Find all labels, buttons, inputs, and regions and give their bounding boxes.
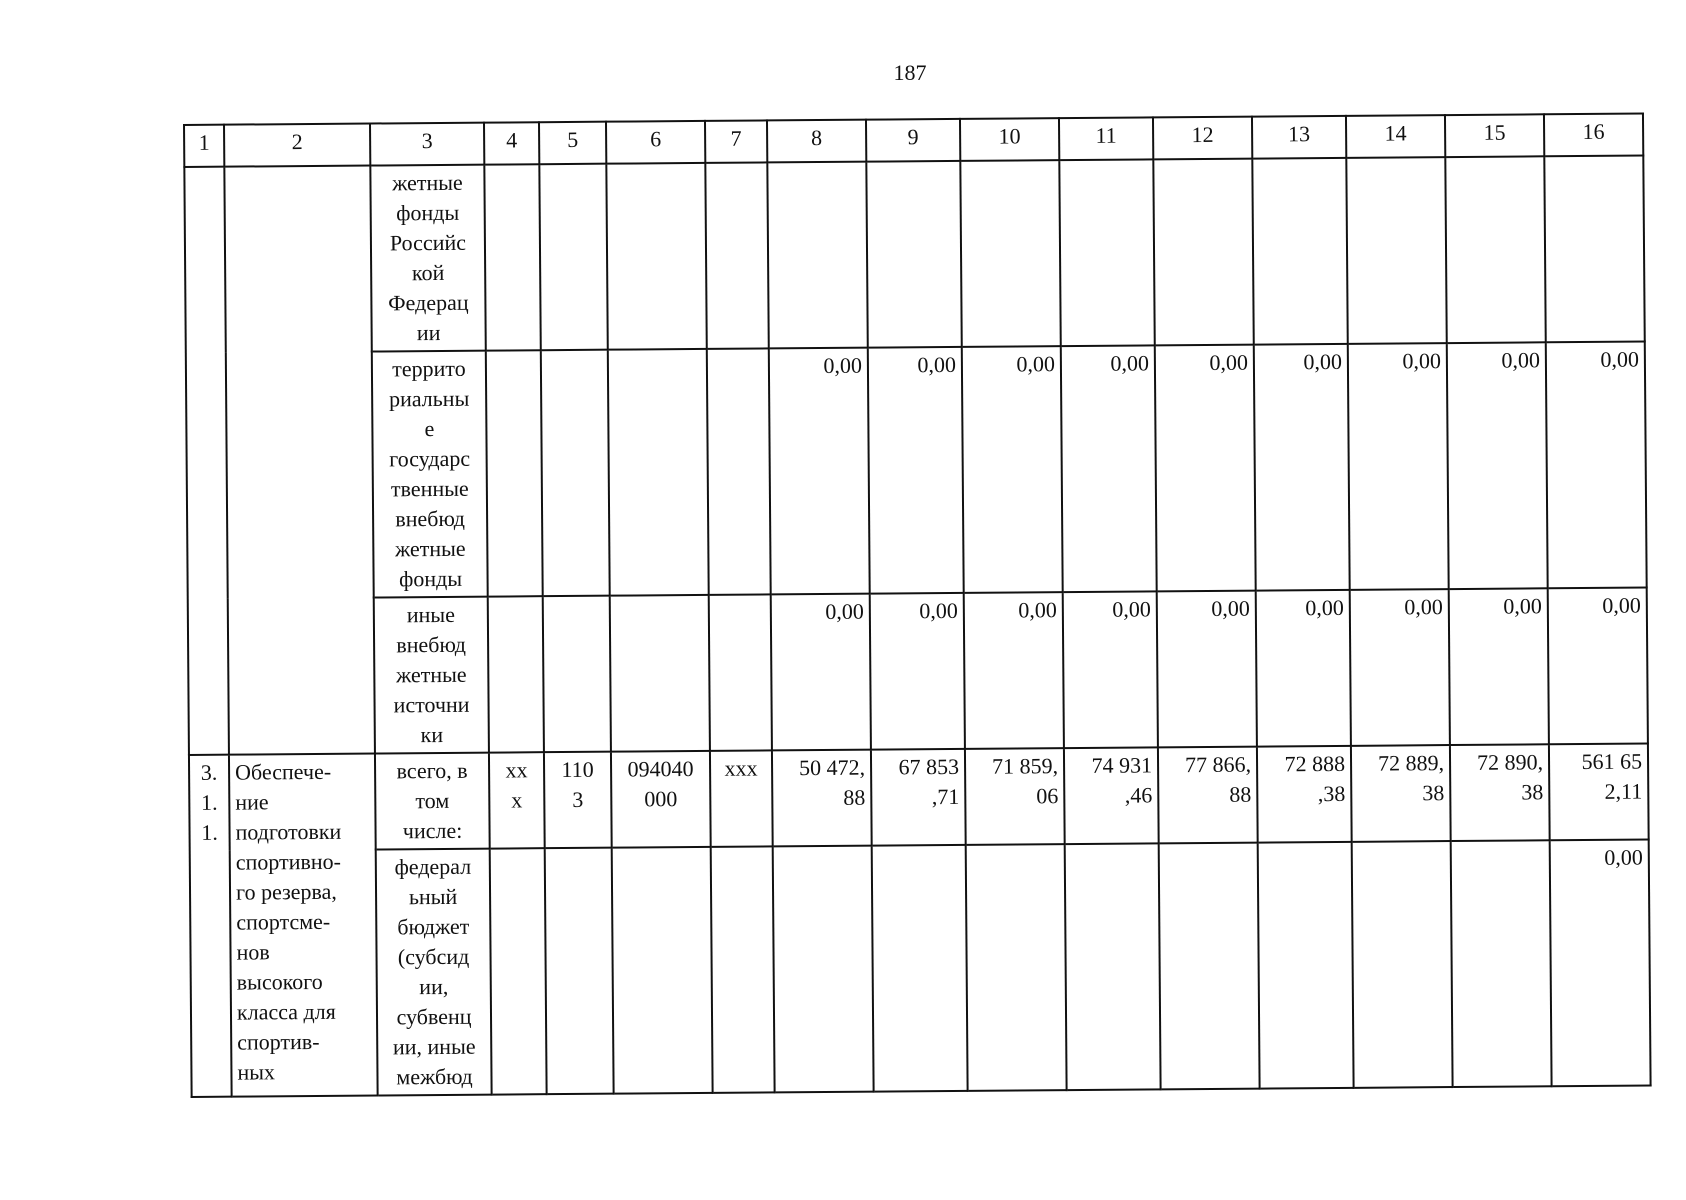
text-line: фонды (398, 565, 463, 592)
cell-empty (1445, 156, 1545, 343)
text-line: 38 (1521, 779, 1544, 805)
cell-empty (866, 161, 961, 348)
text-line: 77 866, (1184, 751, 1252, 778)
value-cell: 0,00 (771, 594, 871, 751)
item-name-cell (229, 754, 378, 1097)
text-line: федерал (394, 853, 472, 880)
column-header-16: 16 (1544, 114, 1643, 157)
text-line: риальны (388, 385, 470, 412)
column-header-11: 11 (1059, 117, 1153, 160)
cell-empty (960, 160, 1060, 347)
cell-empty (488, 596, 544, 752)
funding-source-cell (372, 351, 488, 598)
cell-empty (545, 848, 614, 1095)
cell-empty (711, 846, 775, 1092)
value-cell (965, 748, 1065, 845)
text-line: 1. (201, 819, 218, 845)
text-line: террито (392, 355, 466, 382)
cell-empty (1451, 840, 1552, 1087)
cell-empty (705, 162, 768, 348)
value-cell: 0,00 (1447, 342, 1548, 589)
value-cell (1450, 744, 1550, 841)
value-cell: 0,00 (1157, 591, 1257, 748)
column-header-6: 6 (606, 121, 705, 164)
value-cell: 0,00 (1254, 344, 1350, 591)
value-cell: 0,00 (870, 593, 965, 750)
text-line: х (511, 787, 523, 813)
text-line: 094040 (627, 756, 694, 782)
value-cell: 0,00 (1063, 591, 1158, 748)
text-line: жетные (394, 535, 466, 562)
text-line: ние (235, 789, 269, 815)
text-line: 000 (644, 786, 678, 812)
text-line: ,71 (931, 783, 960, 810)
cell-empty (224, 166, 375, 755)
text-line: твенные (390, 475, 469, 502)
column-header-14: 14 (1346, 115, 1445, 158)
text-line: Обеспече- (234, 758, 332, 785)
value-cell: 0,00 (868, 347, 964, 594)
value-cell: 0,00 (1546, 342, 1647, 589)
text-line: источни (393, 691, 470, 718)
text-line: ии, иные (392, 1033, 476, 1060)
item-number-cell (189, 755, 232, 1097)
cell-empty (543, 596, 611, 753)
value-cell: 0,00 (1348, 343, 1449, 590)
text-line: государс (389, 445, 471, 472)
cell-empty (767, 162, 867, 349)
text-line: 74 931 (1091, 752, 1153, 778)
code-cell (611, 751, 711, 848)
cell-empty (1352, 841, 1453, 1088)
value-cell: 0,00 (1550, 840, 1651, 1087)
text-line: спортсме- (236, 908, 331, 935)
code-cell: ххх (710, 750, 773, 846)
text-line: 67 853 (898, 753, 960, 780)
text-line: ии, (419, 973, 449, 1000)
column-header-2: 2 (224, 124, 370, 167)
code-cell (489, 752, 545, 848)
text-line: 38 (1422, 780, 1445, 806)
funding-source-cell (376, 849, 492, 1096)
text-line: жетные (392, 169, 463, 196)
cell-empty (606, 163, 706, 350)
page-number: 187 (893, 60, 927, 85)
text-line: 3 (572, 786, 584, 812)
cell-empty (541, 350, 610, 597)
text-line: Федерац (388, 289, 469, 316)
cell-empty (539, 164, 607, 351)
code-cell (544, 752, 612, 849)
text-line: 71 859, (991, 753, 1059, 779)
text-line: подготовки (235, 818, 342, 845)
text-line: ии (416, 319, 441, 346)
text-line: 88 (1229, 781, 1252, 807)
value-cell (871, 749, 966, 846)
value-cell (1351, 745, 1451, 842)
text-line: фонды (396, 199, 460, 226)
cell-empty (184, 167, 229, 755)
table-row (190, 840, 1651, 1097)
table-row (184, 156, 1644, 353)
text-line: ,46 (1124, 782, 1153, 808)
text-line: межбюд (396, 1063, 473, 1090)
value-cell: 0,00 (1256, 590, 1351, 747)
text-line: е (424, 416, 435, 442)
cell-empty (1059, 159, 1154, 346)
column-header-12: 12 (1153, 117, 1252, 160)
value-cell: 0,00 (1548, 588, 1648, 745)
text-line: ,38 (1317, 780, 1346, 807)
cell-empty (490, 848, 547, 1094)
column-header-3: 3 (370, 123, 484, 166)
text-line: спортив- (237, 1028, 320, 1055)
text-line: субвенц (396, 1003, 472, 1030)
column-header-7: 7 (705, 120, 767, 162)
text-line: нов (236, 939, 270, 965)
cell-empty (484, 164, 540, 350)
column-header-9: 9 (866, 119, 960, 162)
cell-empty (612, 847, 713, 1094)
text-line: 06 (1036, 783, 1059, 809)
cell-empty (486, 350, 543, 596)
budget-table (183, 113, 1652, 1098)
text-line: внебюд (396, 631, 467, 658)
funding-source-cell (370, 165, 485, 352)
text-line: ных (237, 1059, 276, 1085)
text-line: 1. (200, 789, 218, 815)
text-line: Российс (389, 229, 467, 256)
text-line: (субсид (397, 943, 470, 970)
text-line: ки (420, 721, 444, 748)
cell-empty (1153, 159, 1253, 346)
value-cell (1257, 746, 1352, 843)
value-cell: 0,00 (962, 346, 1063, 593)
value-cell: 0,00 (964, 592, 1064, 749)
cell-empty (966, 844, 1067, 1091)
text-line: бюджет (397, 913, 470, 940)
table-row (186, 342, 1647, 599)
column-header-10: 10 (960, 118, 1059, 161)
text-line: числе: (402, 817, 463, 844)
text-line: высокого (236, 968, 323, 995)
text-line: том (415, 787, 450, 814)
table-row (188, 588, 1648, 755)
value-cell (1158, 747, 1258, 844)
cell-empty (1346, 157, 1446, 344)
text-line: жетные (395, 661, 467, 688)
text-line: ьный (408, 883, 458, 910)
funding-source-cell (375, 753, 490, 850)
text-line: 72 888 (1284, 750, 1346, 777)
text-line: 50 472, (798, 754, 866, 781)
value-cell: 0,00 (1061, 345, 1157, 592)
text-line: класса для (236, 998, 336, 1025)
text-line: иные (406, 601, 456, 628)
column-header-5: 5 (539, 122, 606, 165)
text-line: го резерва, (235, 878, 337, 905)
column-header-8: 8 (767, 120, 866, 163)
cell-empty (773, 846, 874, 1093)
text-line: всего, в (396, 757, 468, 784)
cell-empty (709, 594, 772, 750)
table-row (189, 744, 1649, 851)
cell-empty (1159, 843, 1260, 1090)
column-header-4: 4 (484, 122, 539, 164)
text-line: 561 65 (1581, 748, 1643, 775)
cell-empty (707, 348, 771, 594)
text-line: 72 889, (1377, 750, 1445, 776)
value-cell: 0,00 (1155, 345, 1256, 592)
text-line: 3. (200, 759, 218, 785)
cell-empty (1065, 843, 1161, 1090)
column-header-13: 13 (1252, 116, 1346, 159)
value-cell: 0,00 (1449, 588, 1549, 745)
funding-source-cell (374, 597, 489, 754)
value-cell (1549, 744, 1649, 841)
value-cell: 0,00 (769, 348, 870, 595)
cell-empty (608, 349, 709, 596)
text-line: 88 (843, 784, 866, 810)
cell-empty (1252, 158, 1347, 345)
text-line: внебюд (395, 505, 466, 532)
text-line: 2,11 (1604, 778, 1643, 804)
column-header-15: 15 (1445, 114, 1544, 157)
text-line: 110 (561, 756, 594, 783)
value-cell (772, 750, 872, 847)
cell-empty (872, 845, 968, 1092)
column-header-1: 1 (184, 125, 224, 167)
text-line: кой (411, 259, 445, 286)
text-line: хх (505, 757, 528, 783)
text-line: 72 890, (1476, 749, 1544, 775)
cell-empty (1258, 842, 1354, 1089)
cell-empty (610, 595, 710, 752)
value-cell: 0,00 (1350, 589, 1450, 746)
value-cell (1064, 747, 1159, 844)
cell-empty (1544, 156, 1644, 343)
text-line: спортивно- (235, 848, 342, 875)
